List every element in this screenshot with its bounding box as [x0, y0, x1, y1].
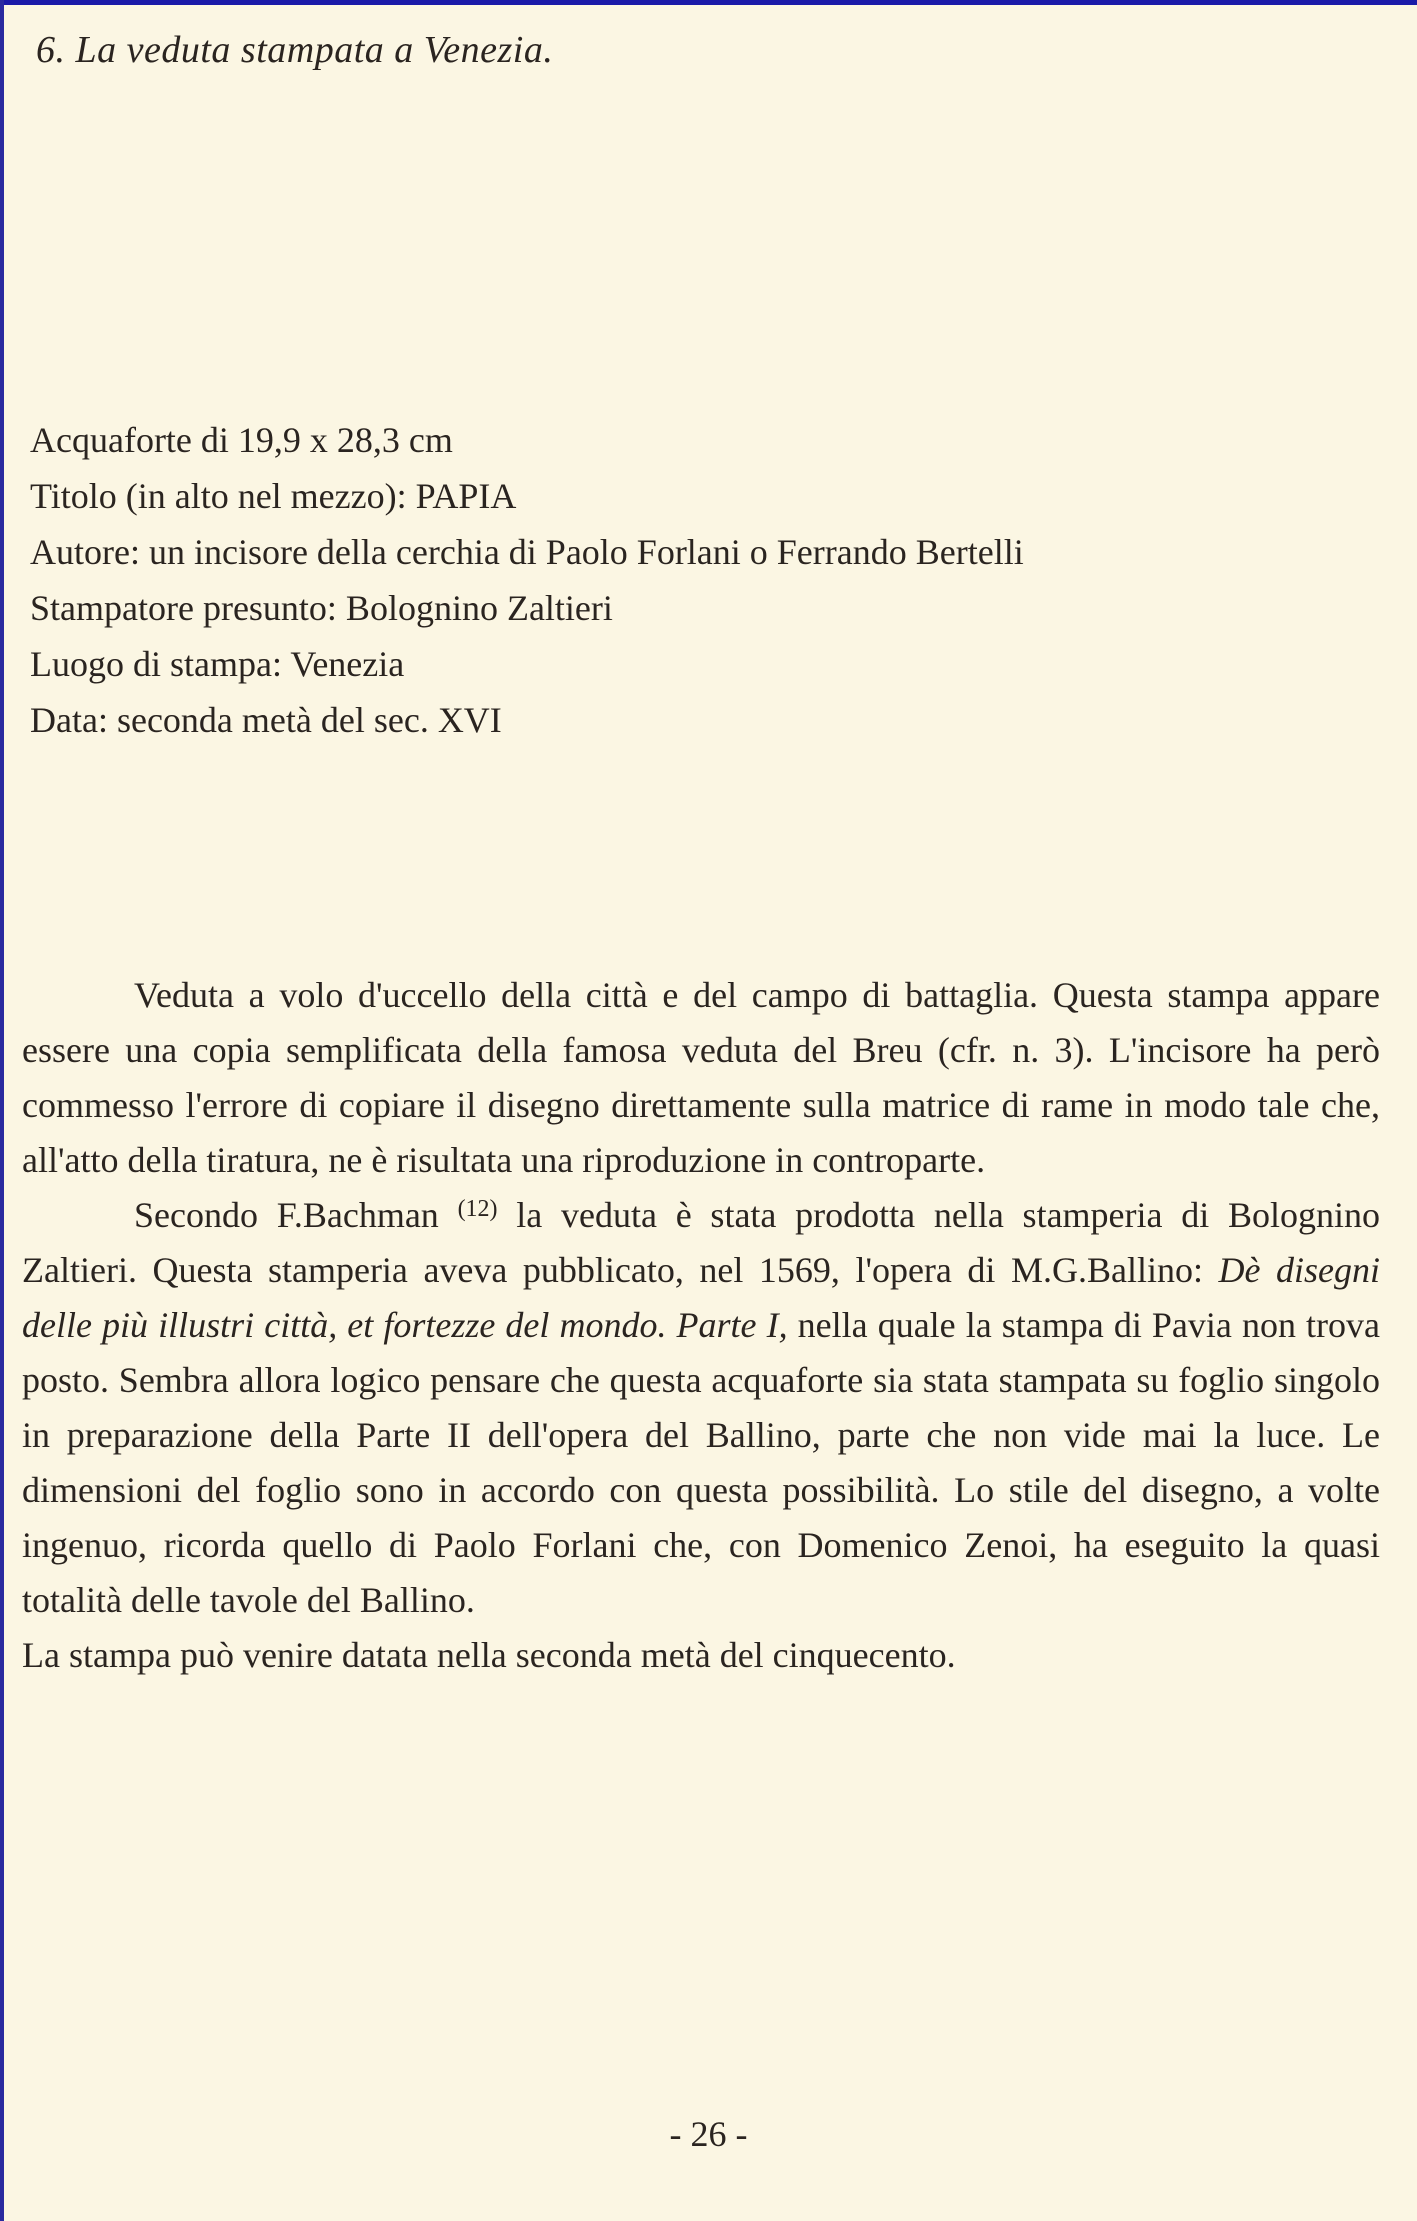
metadata-title: Titolo (in alto nel mezzo): PAPIA	[30, 476, 517, 516]
book-title: Dè disegni delle più illustri città, et fortezze del mondo. Parte I,	[22, 1250, 1381, 1345]
metadata-date: Data: seconda metà del sec. XVI	[30, 700, 502, 740]
paragraph-description: Veduta a volo d'uccello della città e del campo di battaglia. Questa stampa appare essere una copia semplificata della famosa veduta del Breu (cfr. n. 3). L'incisore ha però commesso l'errore di copiare il disegno direttamente sulla matrice di rame in modo tale che, all'atto della tiratura, ne è risultata una riproduzione in controparte.	[22, 975, 1380, 1180]
description-text	[22, 968, 1380, 1683]
metadata-author: Autore: un incisore della cerchia di Paolo Forlani o Ferrando Bertelli	[30, 532, 1024, 572]
attribution-text: la veduta è stata prodotta nella stamperia di Bolognino Zaltieri. Questa stamperia aveva pubblicato, nel 1569, l'opera di M.G.Ballino:	[22, 1195, 1380, 1290]
scan-left-edge	[0, 0, 4, 2221]
section-title: 6. La veduta stampata a Venezia.	[36, 29, 554, 71]
paragraph-attribution	[22, 1188, 1380, 1628]
print-metadata	[30, 412, 1390, 748]
scan-top-edge	[0, 0, 1417, 5]
paragraph-dating: La stampa può venire datata nella seconda metà del cinquecento.	[22, 1635, 956, 1675]
metadata-technique: Acquaforte di 19,9 x 28,3 cm	[30, 420, 453, 460]
metadata-place: Luogo di stampa: Venezia	[30, 644, 405, 684]
attribution-conclusion: nella quale la stampa di Pavia non trova posto. Sembra allora logico pensare che questa acquaforte sia stata stampata su foglio singolo in preparazione della Parte II dell'opera del Ballino, parte che non vide mai la luce. Le dimensioni del foglio sono in accordo con questa possibilità. Lo stile del disegno, a volte ingenuo, ricorda quello di Paolo Forlani che, con Domenico Zenoi, ha eseguito la quasi totalità delle tavole del Ballino.	[22, 1305, 1380, 1620]
page-number: - 26 -	[669, 2114, 748, 2154]
attribution-lead: Secondo F.Bachman	[134, 1195, 439, 1235]
footnote-reference: (12)	[457, 1196, 498, 1222]
metadata-printer: Stampatore presunto: Bolognino Zaltieri	[30, 588, 613, 628]
